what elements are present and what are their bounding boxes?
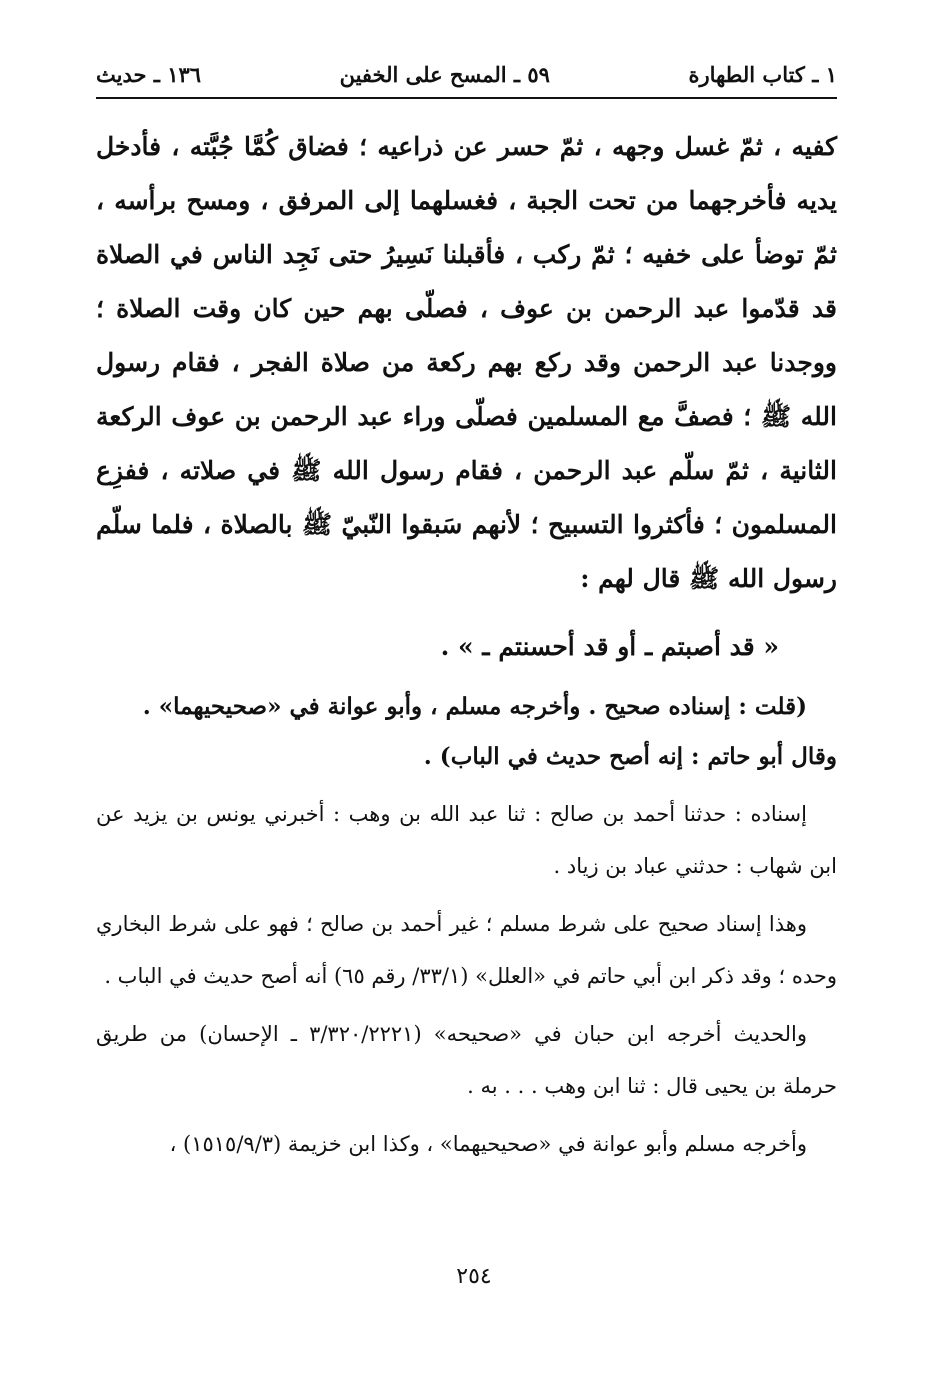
commentary-ibn-hibban: والحديث أخرجه ابن حبان في «صحيحه» (٣/٣٢٠/٢٢٢١ ـ الإحسان) من طريق حرملة بن يحيى قال : ثنا ابن وهب . . . به .: [96, 1022, 837, 1098]
header-hadith-number: ١٣٦ ـ حديث: [96, 61, 202, 87]
commentary-isnad: إسناده : حدثنا أحمد بن صالح : ثنا عبد الله بن وهب : أخبرني يونس بن يزيد عن ابن شهاب : حدثني عباد بن زياد .: [96, 802, 837, 878]
running-header: [96, 52, 837, 96]
page-body: [96, 112, 837, 1170]
header-chapter-title: ٥٩ ـ المسح على الخفين: [339, 61, 550, 87]
author-note: (قلت : إسناده صحيح . وأخرجه مسلم ، وأبو عوانة في «صحيحيهما» . وقال أبو حاتم : إنه أصح حديث في الباب) .: [142, 693, 837, 770]
header-divider: [96, 97, 837, 99]
header-book-title: ١ ـ كتاب الطهارة: [688, 61, 837, 87]
commentary-muslim: وأخرجه مسلم وأبو عوانة في «صحيحيهما» ، وكذا ابن خزيمة (١٥١٥/٩/٣) ،: [169, 1132, 807, 1156]
hadith-text: كفيه ، ثمّ غسل وجهه ، ثمّ حسر عن ذراعيه ؛ فضاق كُمَّا جُبَّته ، فأدخل يديه فأخرجهما من تحت الجبة ، فغسلهما إلى المرفق ، ومسح برأسه ، ثمّ توضأ على خفيه ؛ ثمّ ركب ، فأقبلنا نَسِيرُ حتى نَجِد الناس في الصلاة قد قدّموا عبد الرحمن بن عوف ، فصلّى بهم حين كان وقت الصلاة ؛ ووجدنا عبد الرحمن وقد ركع بهم ركعة من صلاة الفجر ، فقام رسول الله ﷺ ؛ فصفَّ مع المسلمين فصلّى وراء عبد الرحمن بن عوف الركعة الثانية ، ثمّ سلّم عبد الرحمن ، فقام رسول الله ﷺ في صلاته ، ففزِع المسلمون ؛ فأكثروا التسبيح ؛ لأنهم سَبقوا النّبيّ ﷺ بالصلاة ، فلما سلّم رسول الله ﷺ قال لهم :: [96, 132, 837, 593]
prophet-quote: « قد أصبتم ـ أو قد أحسنتم ـ » .: [440, 632, 779, 661]
commentary-grading: وهذا إسناد صحيح على شرط مسلم ؛ غير أحمد بن صالح ؛ فهو على شرط البخاري وحده ؛ وقد ذكر ابن أبي حاتم في «العلل» (٣٣/١/ رقم ٦٥) أنه أصح حديث في الباب .: [96, 912, 837, 988]
page-number: ٢٥٤: [456, 1264, 492, 1289]
